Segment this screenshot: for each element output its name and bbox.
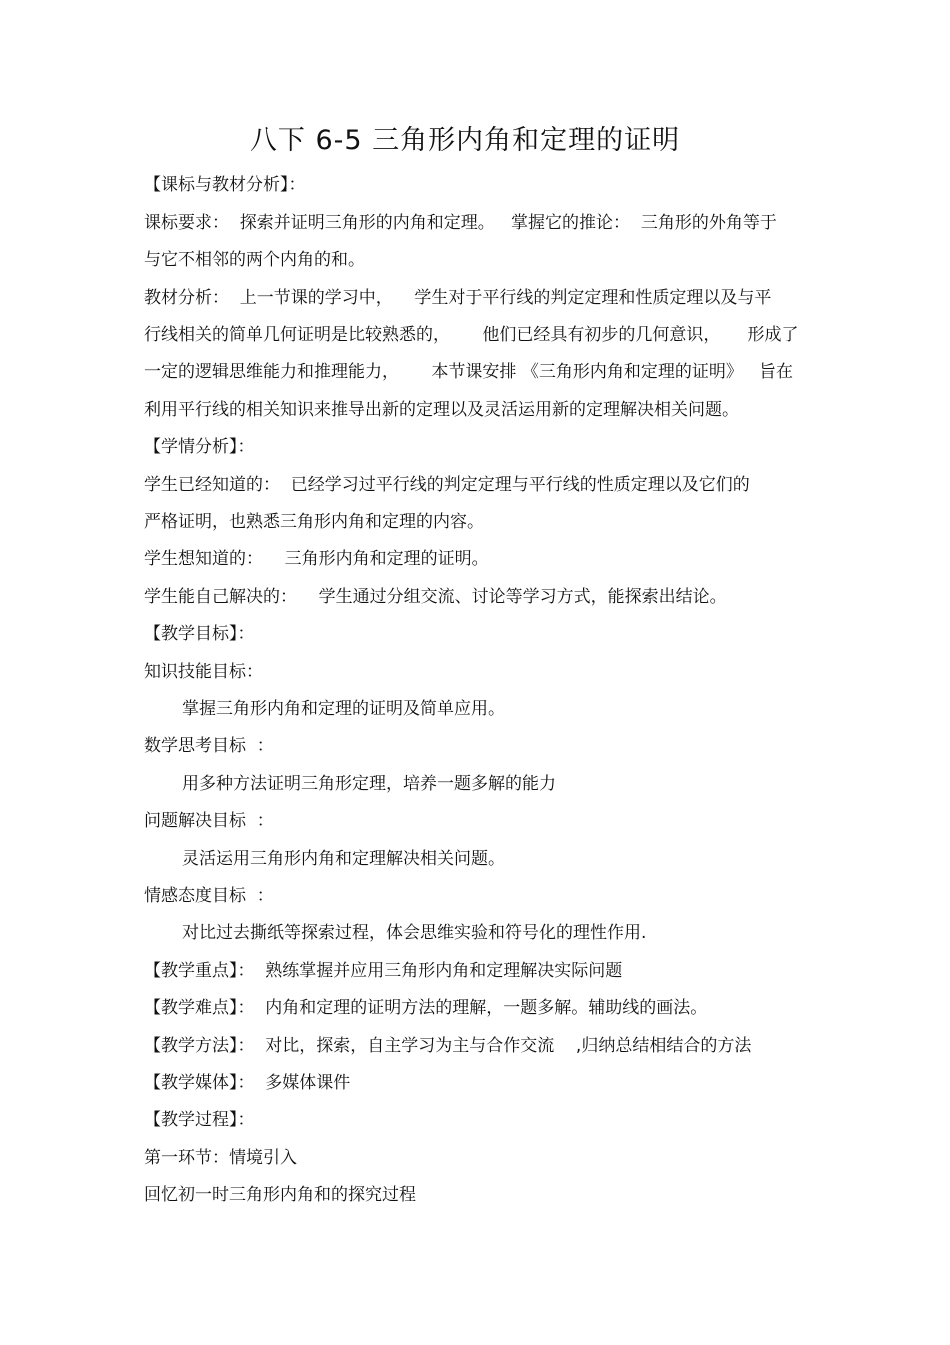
document-title: 八下 6-5 三角形内角和定理的证明 — [249, 125, 681, 156]
paragraph-line: 课标要求： 探索并证明三角形的内角和定理。 掌握它的推论： 三角形的外角等于 — [144, 213, 777, 233]
section-heading-key-points: 【教学重点】： 熟练掌握并应用三角形内角和定理解决实际问题 — [144, 961, 623, 981]
section-heading-students: 【学情分析】： — [144, 437, 255, 457]
paragraph-line: 行线相关的简单几何证明是比较熟悉的， 他们已经具有初步的几何意识， 形成了 — [144, 325, 799, 345]
paragraph-line: 利用平行线的相关知识来推导出新的定理以及灵活运用新的定理解决相关问题。 — [144, 400, 739, 420]
paragraph-line: 学生已经知道的： 已经学习过平行线的判定定理与平行线的性质定理以及它们的 — [144, 475, 750, 495]
section-heading-media: 【教学媒体】： 多媒体课件 — [144, 1073, 351, 1093]
paragraph-line: 一定的逻辑思维能力和推理能力， 本节课安排 《三角形内角和定理的证明》 旨在 — [144, 362, 794, 382]
subheading: 情感态度目标 ： — [144, 886, 274, 906]
subheading: 知识技能目标： — [144, 662, 263, 682]
paragraph-line: 严格证明，也熟悉三角形内角和定理的内容。 — [144, 512, 484, 532]
subheading: 数学思考目标 ： — [144, 736, 274, 756]
paragraph-line: 与它不相邻的两个内角的和。 — [144, 250, 365, 270]
section-heading-process: 【教学过程】： — [144, 1110, 255, 1130]
paragraph-line: 第一环节：情境引入 — [144, 1148, 297, 1168]
subheading: 问题解决目标 ： — [144, 811, 274, 831]
indented-line: 用多种方法证明三角形定理，培养一题多解的能力 — [182, 774, 556, 794]
paragraph-line: 学生能自己解决的： 学生通过分组交流、讨论等学习方式，能探索出结论。 — [144, 587, 727, 607]
paragraph-line: 教材分析： 上一节课的学习中， 学生对于平行线的判定定理和性质定理以及与平 — [144, 288, 772, 308]
section-heading-curriculum: 【课标与教材分析】： — [144, 175, 306, 195]
section-heading-methods: 【教学方法】： 对比，探索，自主学习为主与合作交流 ,归纳总结相结合的方法 — [144, 1036, 752, 1056]
paragraph-line: 学生想知道的： 三角形内角和定理的证明。 — [144, 549, 489, 569]
section-heading-difficulties: 【教学难点】： 内角和定理的证明方法的理解，一题多解。辅助线的画法。 — [144, 998, 708, 1018]
paragraph-line: 回忆初一时三角形内角和的探究过程 — [144, 1185, 416, 1205]
indented-line: 灵活运用三角形内角和定理解决相关问题。 — [182, 849, 505, 869]
section-heading-goals: 【教学目标】： — [144, 624, 255, 644]
indented-line: 掌握三角形内角和定理的证明及简单应用。 — [182, 699, 505, 719]
indented-line: 对比过去撕纸等探索过程，体会思维实验和符号化的理性作用. — [182, 923, 647, 943]
